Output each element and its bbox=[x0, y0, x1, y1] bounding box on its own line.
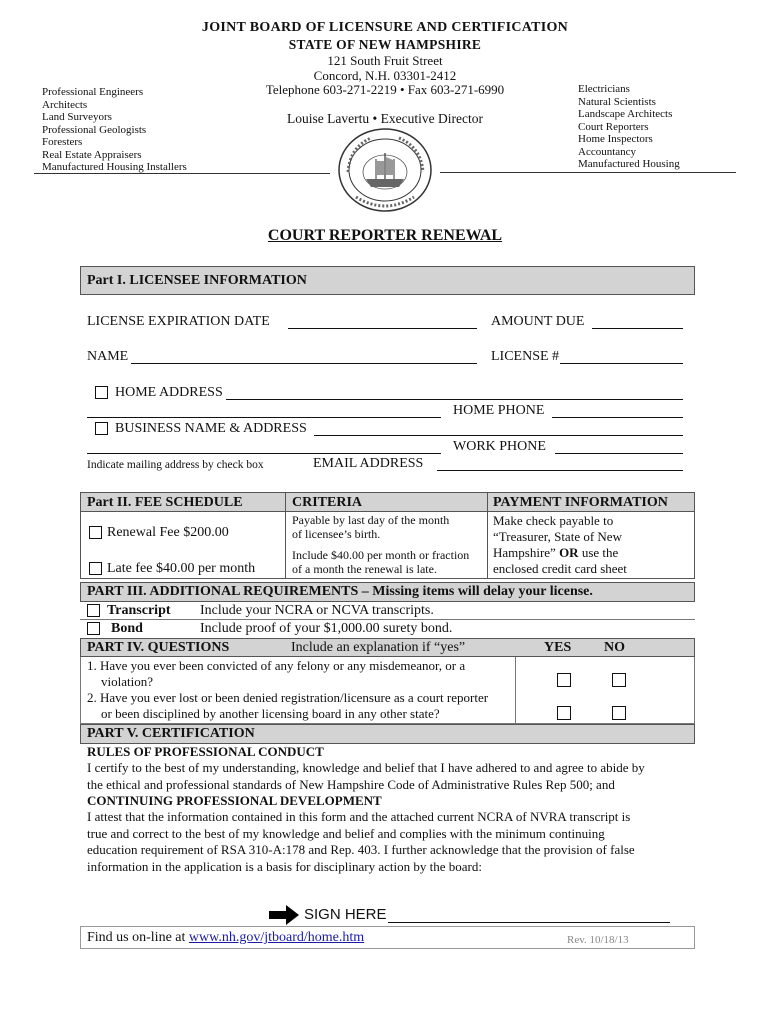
name-field[interactable] bbox=[131, 363, 477, 364]
signature-field[interactable] bbox=[388, 922, 670, 923]
profession-item: Land Surveyors bbox=[42, 111, 112, 123]
rules-line: I certify to the best of my understanding, knowledge and belief that I have adhered to and agree to abide by bbox=[87, 760, 645, 775]
late-fee-checkbox[interactable] bbox=[89, 562, 102, 575]
criteria-line: Payable by last day of the month bbox=[292, 513, 450, 527]
website-link[interactable]: www.nh.gov/jtboard/home.htm bbox=[188, 930, 365, 945]
cpd-heading: CONTINUING PROFESSIONAL DEVELOPMENT bbox=[87, 793, 382, 808]
rules-text bbox=[87, 760, 645, 793]
payment-heading: PAYMENT INFORMATION bbox=[493, 495, 668, 510]
left-professions-list bbox=[42, 86, 187, 174]
email-field[interactable] bbox=[437, 470, 683, 471]
header-rule-left bbox=[34, 173, 330, 174]
license-number-label: LICENSE # bbox=[491, 349, 560, 364]
work-phone-field[interactable] bbox=[555, 453, 683, 454]
street-address: 121 South Fruit Street bbox=[327, 53, 443, 68]
work-phone-label: WORK PHONE bbox=[453, 439, 546, 454]
profession-item: Real Estate Appraisers bbox=[42, 148, 142, 161]
revision-date: Rev. 10/18/13 bbox=[567, 934, 629, 946]
expiration-date-label: LICENSE EXPIRATION DATE bbox=[87, 314, 270, 329]
part1-title: Part I. LICENSEE INFORMATION bbox=[87, 273, 307, 288]
sign-here-label: SIGN HERE bbox=[304, 906, 387, 923]
mailing-address-note: Indicate mailing address by check box bbox=[87, 459, 264, 471]
cpd-text bbox=[87, 809, 635, 875]
criteria-line: of a month the renewal is late. bbox=[292, 562, 437, 576]
license-number-field[interactable] bbox=[560, 363, 683, 364]
part4-title: PART IV. QUESTIONS bbox=[87, 640, 230, 655]
part4-explain: Include an explanation if “yes” bbox=[291, 640, 466, 655]
payment-line: Hampshire” OR use the bbox=[493, 545, 619, 560]
cpd-line: information in the application is a basis for disciplinary action by the board: bbox=[87, 858, 482, 874]
profession-item: Home Inspectors bbox=[578, 133, 653, 145]
rules-heading: RULES OF PROFESSIONAL CONDUCT bbox=[87, 744, 324, 759]
question-line: violation? bbox=[101, 674, 153, 689]
cpd-line: education requirement of RSA 310-A:178 and Rep. 403. I further acknowledge that the provision of false bbox=[87, 842, 635, 857]
payment-line: enclosed credit card sheet bbox=[493, 561, 627, 576]
payment-info bbox=[493, 513, 627, 577]
q2-no-checkbox[interactable] bbox=[612, 706, 626, 720]
state-title: STATE OF NEW HAMPSHIRE bbox=[288, 37, 482, 52]
name-label: NAME bbox=[87, 349, 129, 364]
profession-item: Architects bbox=[42, 98, 88, 111]
city-address: Concord, N.H. 03301-2412 bbox=[313, 68, 457, 83]
part5-title: PART V. CERTIFICATION bbox=[87, 726, 255, 741]
payment-line: Make check payable to bbox=[493, 513, 614, 528]
profession-item: Manufactured Housing bbox=[578, 158, 680, 170]
part3-row-rule bbox=[80, 619, 695, 620]
home-address-checkbox[interactable] bbox=[95, 386, 108, 399]
home-address-label: HOME ADDRESS bbox=[115, 385, 223, 400]
form-title: COURT REPORTER RENEWAL bbox=[267, 227, 503, 244]
bond-checkbox[interactable] bbox=[87, 622, 100, 635]
email-label: EMAIL ADDRESS bbox=[313, 456, 424, 471]
profession-item: Electricians bbox=[578, 83, 630, 95]
business-address-checkbox[interactable] bbox=[95, 422, 108, 435]
no-heading: NO bbox=[604, 640, 625, 655]
question-1 bbox=[87, 658, 465, 690]
business-address-field-2[interactable] bbox=[87, 453, 441, 454]
q2-yes-checkbox[interactable] bbox=[557, 706, 571, 720]
cpd-line: true and correct to the best of my knowledge and belief and complies with the minimum continuing bbox=[87, 825, 605, 841]
home-address-field-2[interactable] bbox=[87, 417, 441, 418]
expiration-date-field[interactable] bbox=[288, 328, 477, 329]
criteria-late bbox=[292, 548, 469, 576]
home-address-field[interactable] bbox=[226, 399, 683, 400]
home-phone-label: HOME PHONE bbox=[453, 403, 545, 418]
part2-divider-1 bbox=[285, 492, 286, 579]
cpd-line: I attest that the information contained in this form and the attached current NCRA of NVRA transcript is bbox=[87, 809, 631, 824]
payment-line: “Treasurer, State of New bbox=[493, 529, 622, 544]
board-title: JOINT BOARD OF LICENSURE AND CERTIFICATION bbox=[201, 20, 569, 35]
amount-due-label: AMOUNT DUE bbox=[491, 314, 585, 329]
part2-title: Part II. FEE SCHEDULE bbox=[87, 495, 243, 510]
profession-item: Landscape Architects bbox=[578, 108, 673, 120]
part3-title: PART III. ADDITIONAL REQUIREMENTS – Missing items will delay your license. bbox=[87, 584, 593, 599]
profession-item: Foresters bbox=[42, 136, 83, 148]
business-address-field[interactable] bbox=[314, 435, 683, 436]
home-phone-field[interactable] bbox=[552, 417, 683, 418]
profession-item: Professional Engineers bbox=[42, 86, 144, 98]
header-rule-right bbox=[440, 172, 736, 173]
find-us-label: Find us on-line at bbox=[87, 930, 189, 945]
profession-item: Manufactured Housing Installers bbox=[42, 161, 187, 173]
state-seal-icon bbox=[336, 127, 434, 213]
criteria-line: Include $40.00 per month or fraction bbox=[292, 548, 470, 562]
arrow-right-icon bbox=[269, 905, 299, 925]
late-fee-label: Late fee $40.00 per month bbox=[107, 561, 256, 576]
amount-due-field[interactable] bbox=[592, 328, 683, 329]
transcript-checkbox[interactable] bbox=[87, 604, 100, 617]
profession-item: Court Reporters bbox=[578, 120, 649, 133]
bond-label: Bond bbox=[111, 621, 143, 636]
executive-director: Louise Lavertu • Executive Director bbox=[287, 111, 483, 126]
renewal-fee-checkbox[interactable] bbox=[89, 526, 102, 539]
profession-item: Accountancy bbox=[578, 145, 637, 158]
right-professions-list bbox=[578, 83, 680, 171]
question-line: 2. Have you ever lost or been denied registration/licensure as a court reporter bbox=[87, 690, 489, 705]
renewal-fee-label: Renewal Fee $200.00 bbox=[107, 525, 229, 540]
part2-divider-2 bbox=[487, 492, 488, 579]
rules-line: the ethical and professional standards of New Hampshire Code of Administrative Rules Rep 500; and bbox=[87, 776, 615, 792]
question-line: 1. Have you ever been convicted of any felony or any misdemeanor, or a bbox=[87, 658, 466, 673]
criteria-renewal bbox=[292, 513, 449, 541]
q1-no-checkbox[interactable] bbox=[612, 673, 626, 687]
bond-desc: Include proof of your $1,000.00 surety bond. bbox=[200, 621, 453, 636]
footer-text bbox=[87, 930, 364, 946]
criteria-heading: CRITERIA bbox=[292, 495, 363, 510]
phone-fax: Telephone 603-271-2219 • Fax 603-271-6990 bbox=[265, 82, 505, 97]
business-address-label: BUSINESS NAME & ADDRESS bbox=[115, 421, 307, 436]
transcript-desc: Include your NCRA or NCVA transcripts. bbox=[200, 603, 434, 618]
profession-item: Natural Scientists bbox=[578, 95, 656, 108]
criteria-line: of licensee’s birth. bbox=[292, 527, 381, 541]
yes-heading: YES bbox=[544, 640, 572, 655]
question-line: or been disciplined by another licensing board in any other state? bbox=[101, 706, 440, 721]
transcript-label: Transcript bbox=[107, 603, 171, 618]
question-2 bbox=[87, 690, 488, 722]
profession-item: Professional Geologists bbox=[42, 123, 147, 136]
q1-yes-checkbox[interactable] bbox=[557, 673, 571, 687]
part4-divider bbox=[515, 657, 516, 724]
